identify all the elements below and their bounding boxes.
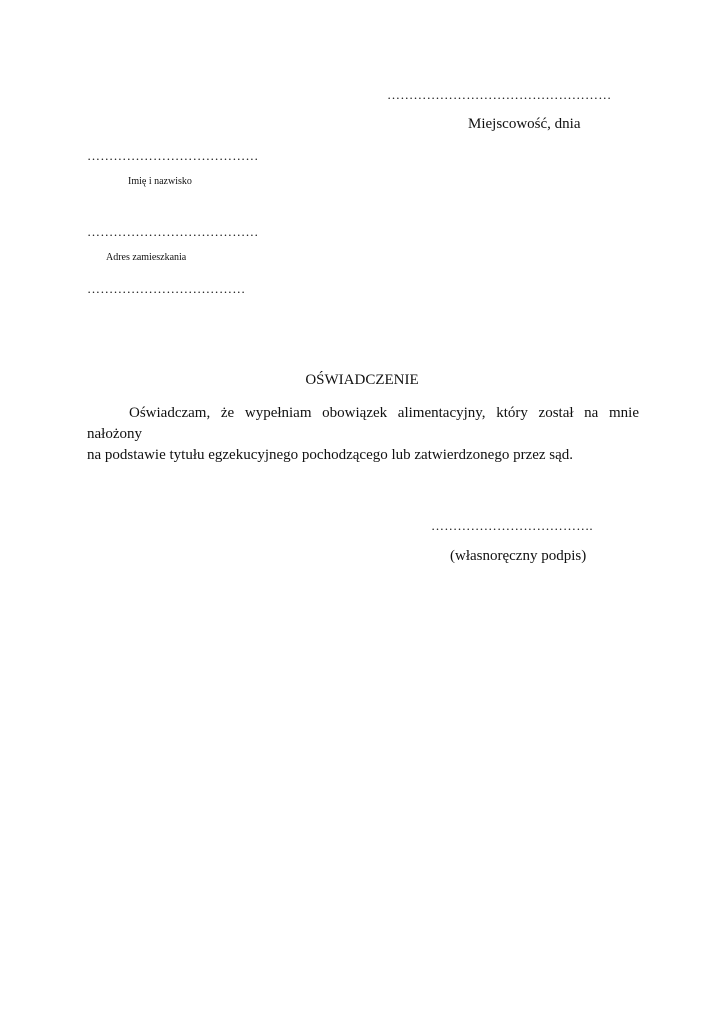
address-field-dots-line-1: ………………………………… — [87, 224, 259, 239]
declaration-body-line-1: Oświadczam, że wypełniam obowiązek alimentacyjny, który został na mnie nałożony — [87, 405, 639, 442]
signature-label: (własnoręczny podpis) — [450, 548, 587, 564]
date-place-label: Miejscowość, dnia — [468, 116, 581, 132]
date-place-field-dots: …………………………………………… — [387, 87, 612, 102]
address-label: Adres zamieszkania — [106, 252, 187, 263]
declaration-body — [87, 403, 639, 466]
declaration-body-line-2: na podstawie tytułu egzekucyjnego pochodzącego lub zatwierdzonego przez sąd. — [87, 447, 574, 463]
document-title-text: OŚWIADCZENIE — [305, 372, 419, 388]
signature-field-dots: ………………………………. — [431, 518, 593, 533]
full-name-field-dots: ………………………………… — [87, 148, 259, 163]
address-field-dots-line-2: ……………………………… — [87, 281, 246, 296]
document-title — [0, 373, 725, 388]
full-name-label: Imię i nazwisko — [128, 176, 192, 187]
